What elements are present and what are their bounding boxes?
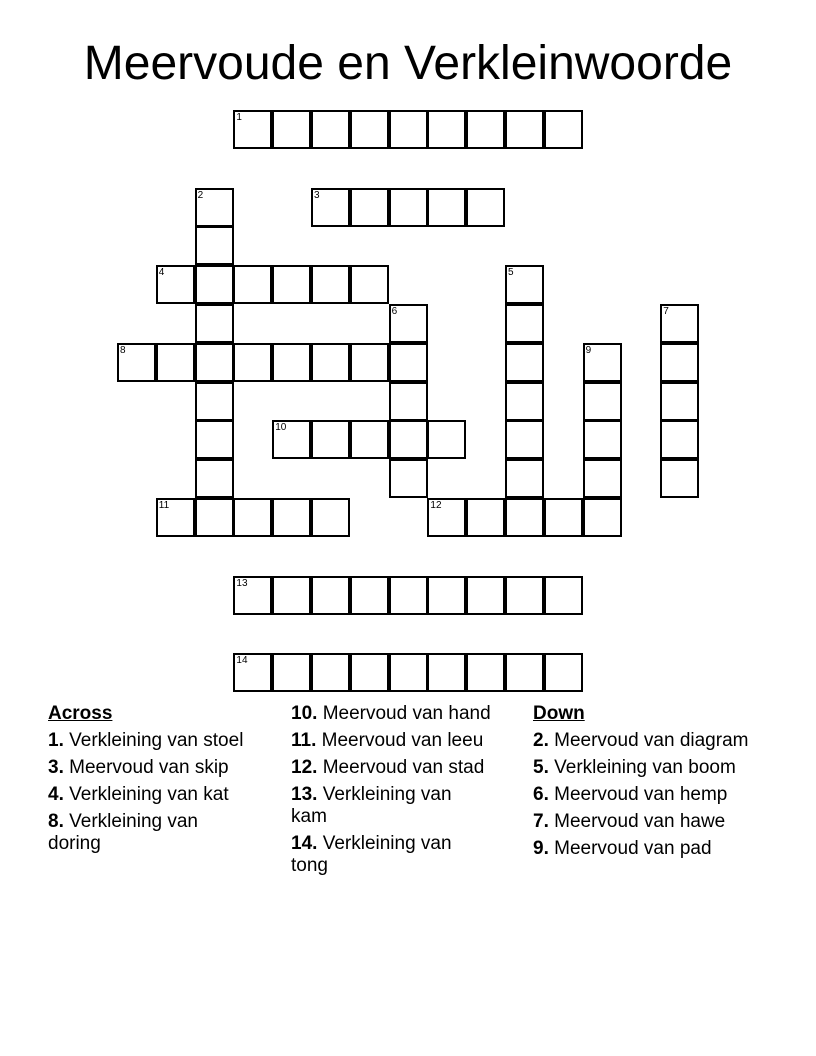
- grid-cell[interactable]: [544, 576, 583, 615]
- grid-cell[interactable]: [583, 420, 622, 459]
- grid-cell[interactable]: [427, 110, 466, 149]
- grid-cell[interactable]: [505, 576, 544, 615]
- grid-cell[interactable]: [389, 343, 428, 382]
- clue-across-13: 13. Verkleining van kam: [291, 784, 452, 827]
- clue-number: 11: [158, 500, 170, 511]
- grid-cell[interactable]: [389, 188, 428, 227]
- grid-cell[interactable]: [272, 653, 311, 692]
- grid-cell[interactable]: [660, 304, 699, 343]
- grid-cell[interactable]: [660, 382, 699, 421]
- clue-number: 10: [275, 422, 287, 434]
- clues-column-3: [533, 703, 763, 865]
- grid-cell[interactable]: [350, 110, 389, 149]
- clue-across-12: 12. Meervoud van stad: [291, 757, 485, 778]
- clues-column-2: [291, 703, 491, 882]
- grid-cell[interactable]: [505, 343, 544, 382]
- grid-cell[interactable]: [427, 188, 466, 227]
- grid-cell[interactable]: [505, 459, 544, 498]
- grid-cell[interactable]: [427, 653, 466, 692]
- grid-cell[interactable]: [389, 653, 428, 692]
- clue-across-10: 10. Meervoud van hand: [291, 703, 491, 724]
- grid-cell[interactable]: [195, 304, 234, 343]
- clue-down-7: 7. Meervoud van hawe: [533, 811, 726, 832]
- grid-cell[interactable]: [195, 498, 234, 537]
- grid-cell[interactable]: [505, 304, 544, 343]
- clue-down-6: 6. Meervoud van hemp: [533, 784, 728, 805]
- down-heading: Down: [533, 703, 585, 724]
- grid-cell[interactable]: [660, 343, 699, 382]
- grid-cell[interactable]: [389, 420, 428, 459]
- grid-cell[interactable]: [233, 498, 272, 537]
- grid-cell[interactable]: [389, 382, 428, 421]
- grid-cell[interactable]: [466, 653, 505, 692]
- grid-cell[interactable]: [117, 343, 156, 382]
- grid-cell[interactable]: [311, 498, 350, 537]
- grid-cell[interactable]: [311, 188, 350, 227]
- grid-cell[interactable]: [350, 265, 389, 304]
- page-title: Meervoude en Verkleinwoorde: [83, 37, 733, 90]
- clue-across-8: 8. Verkleining van doring: [48, 811, 199, 854]
- clue-down-9: 9. Meervoud van pad: [533, 838, 712, 859]
- grid-cell[interactable]: [195, 382, 234, 421]
- clue-down-5: 5. Verkleining van boom: [533, 757, 736, 778]
- grid-cell[interactable]: [466, 110, 505, 149]
- grid-cell[interactable]: [311, 265, 350, 304]
- grid-cell[interactable]: [427, 498, 466, 537]
- clue-number: 9: [585, 344, 592, 356]
- grid-cell[interactable]: [272, 420, 311, 459]
- grid-cell[interactable]: [505, 382, 544, 421]
- grid-cell[interactable]: [311, 420, 350, 459]
- grid-cell[interactable]: [272, 265, 311, 304]
- grid-cell[interactable]: [233, 265, 272, 304]
- grid-cell[interactable]: [350, 343, 389, 382]
- grid-cell[interactable]: [583, 498, 622, 537]
- grid-cell[interactable]: [195, 226, 234, 265]
- grid-cell[interactable]: [505, 110, 544, 149]
- grid-cell[interactable]: [350, 420, 389, 459]
- grid-cell[interactable]: [156, 498, 195, 537]
- grid-cell[interactable]: [583, 343, 622, 382]
- grid-cell[interactable]: [233, 653, 272, 692]
- clue-across-4: 4. Verkleining van kat: [48, 784, 229, 805]
- grid-cell[interactable]: [311, 110, 350, 149]
- grid-cell[interactable]: [389, 110, 428, 149]
- grid-cell[interactable]: [195, 343, 234, 382]
- grid-cell[interactable]: [427, 576, 466, 615]
- grid-cell[interactable]: [272, 110, 311, 149]
- grid-cell[interactable]: [350, 188, 389, 227]
- clue-across-11: 11. Meervoud van leeu: [291, 730, 484, 751]
- grid-cell[interactable]: [272, 498, 311, 537]
- clue-across-3: 3. Meervoud van skip: [48, 757, 229, 778]
- grid-cell[interactable]: [311, 343, 350, 382]
- grid-cell[interactable]: [195, 188, 234, 227]
- clue-number: 13: [236, 577, 248, 589]
- grid-cell[interactable]: [272, 576, 311, 615]
- grid-cell[interactable]: [272, 343, 311, 382]
- grid-cell[interactable]: [466, 498, 505, 537]
- grid-cell[interactable]: [311, 576, 350, 615]
- clue-across-1: 1. Verkleining van stoel: [48, 730, 244, 751]
- grid-cell[interactable]: [544, 498, 583, 537]
- grid-cell[interactable]: [389, 459, 428, 498]
- grid-cell[interactable]: [233, 343, 272, 382]
- grid-cell[interactable]: [233, 110, 272, 149]
- grid-cell[interactable]: [195, 265, 234, 304]
- clue-number: 5: [508, 267, 514, 279]
- grid-cell[interactable]: [660, 420, 699, 459]
- grid-cell[interactable]: [389, 576, 428, 615]
- grid-cell[interactable]: [505, 498, 544, 537]
- clue-number: 6: [391, 306, 398, 317]
- grid-cell[interactable]: [311, 653, 350, 692]
- grid-cell[interactable]: [195, 459, 234, 498]
- clue-down-2: 2. Meervoud van diagram: [533, 730, 749, 751]
- clue-number: 12: [430, 500, 442, 511]
- grid-cell[interactable]: [350, 653, 389, 692]
- clue-number: 8: [120, 344, 126, 356]
- clues-column-1: [48, 703, 248, 860]
- clue-number: 1: [236, 112, 242, 123]
- grid-cell[interactable]: [233, 576, 272, 615]
- clue-across-14: 14. Verkleining van tong: [291, 833, 452, 876]
- grid-cell[interactable]: [583, 382, 622, 421]
- grid-cell[interactable]: [466, 188, 505, 227]
- clue-number: 4: [158, 267, 165, 279]
- grid-cell[interactable]: [389, 304, 428, 343]
- grid-cell[interactable]: [505, 653, 544, 692]
- grid-cell[interactable]: [156, 265, 195, 304]
- clue-number: 7: [663, 306, 669, 317]
- clue-number: 2: [197, 189, 204, 201]
- grid-cell[interactable]: [583, 459, 622, 498]
- grid-cell[interactable]: [427, 420, 466, 459]
- grid-cell[interactable]: [156, 343, 195, 382]
- grid-cell[interactable]: [195, 420, 234, 459]
- grid-cell[interactable]: [505, 265, 544, 304]
- grid-cell[interactable]: [350, 576, 389, 615]
- grid-cell[interactable]: [544, 110, 583, 149]
- clue-number: 3: [314, 189, 320, 201]
- grid-cell[interactable]: [544, 653, 583, 692]
- grid-cell[interactable]: [466, 576, 505, 615]
- clue-number: 14: [236, 655, 248, 667]
- grid-cell[interactable]: [505, 420, 544, 459]
- grid-cell[interactable]: [660, 459, 699, 498]
- across-heading: Across: [48, 703, 113, 724]
